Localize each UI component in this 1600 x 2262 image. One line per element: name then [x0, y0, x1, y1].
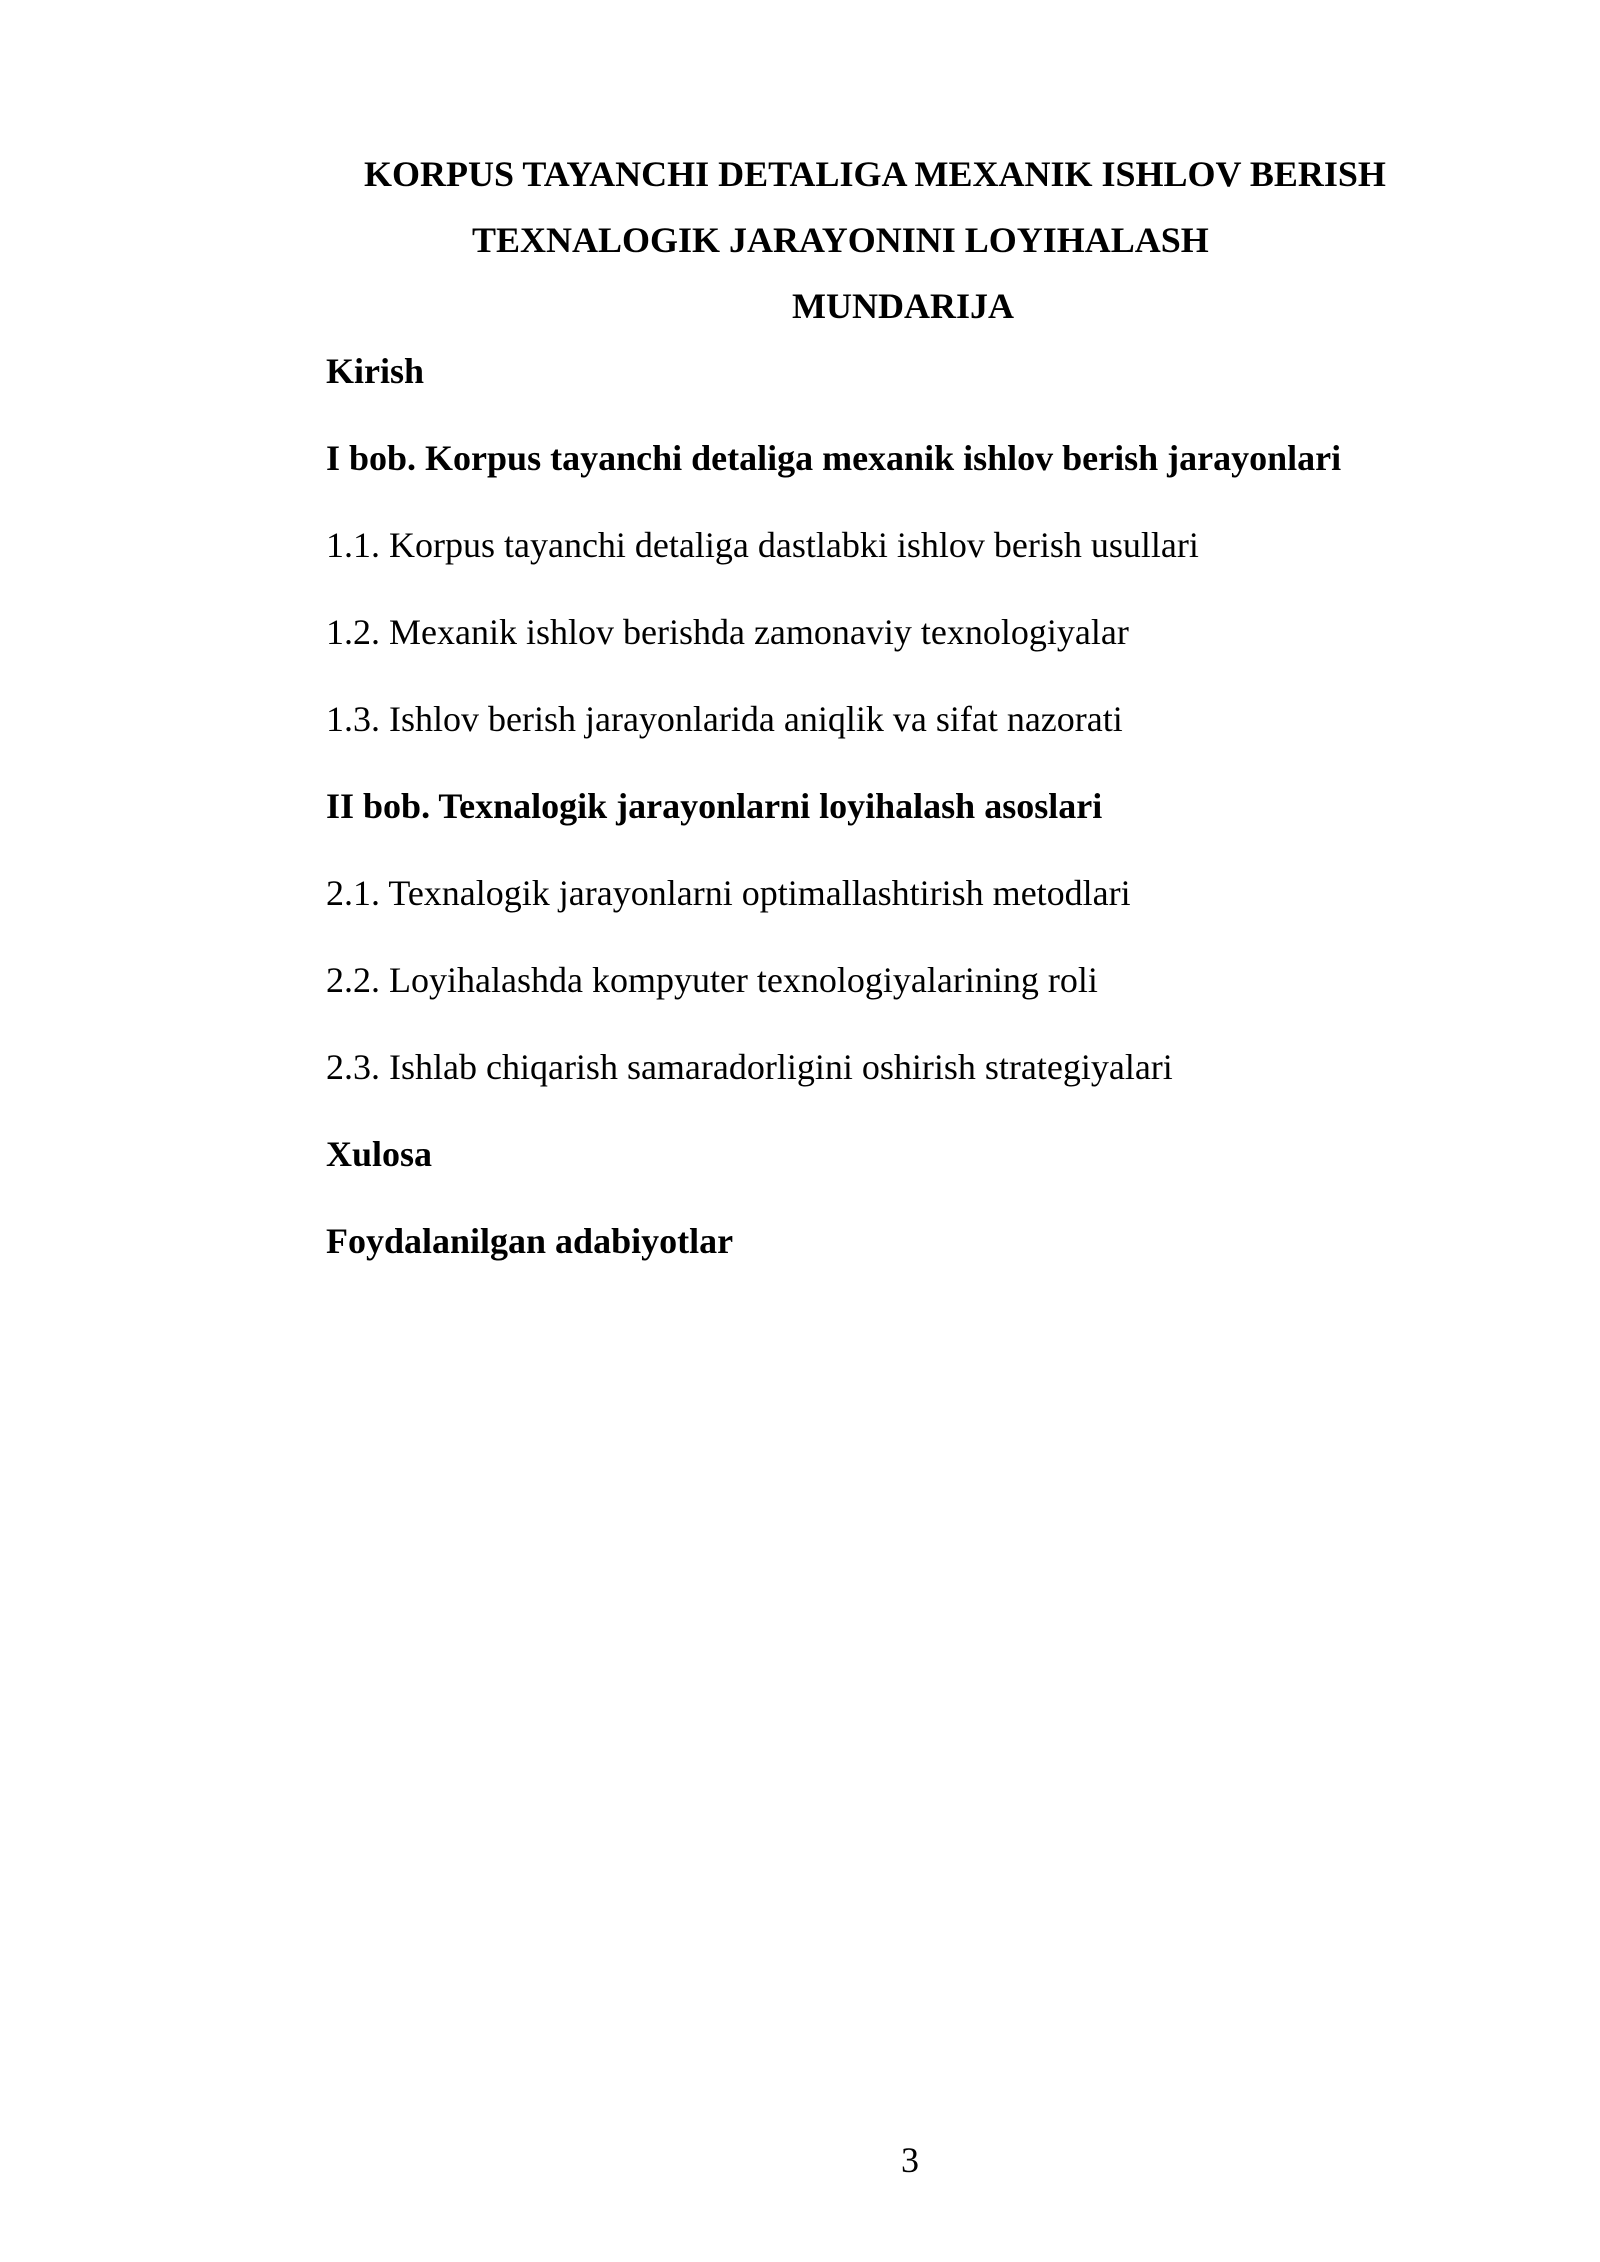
contents-heading: MUNDARIJA: [792, 286, 1014, 326]
toc-entry-section-2-3: 2.3. Ishlab chiqarish samaradorligini oshirish strategiyalari: [326, 1047, 1173, 1087]
toc-entry-references: Foydalanilgan adabiyotlar: [326, 1221, 734, 1261]
toc-entry-conclusion: Xulosa: [326, 1134, 433, 1174]
toc-entry-section-1-2: 1.2. Mexanik ishlov berishda zamonaviy texnologiyalar: [326, 612, 1129, 652]
toc-entry-section-2-2: 2.2. Loyihalashda kompyuter texnologiyalarining roli: [326, 960, 1098, 1000]
toc-entry-section-2-1: 2.1. Texnalogik jarayonlarni optimallashtirish metodlari: [326, 873, 1131, 913]
table-of-contents: [326, 349, 1476, 1306]
toc-entry-section-1-1: 1.1. Korpus tayanchi detaliga dastlabki ishlov berish usullari: [326, 525, 1199, 565]
toc-entry-section-1-3: 1.3. Ishlov berish jarayonlarida aniqlik va sifat nazorati: [326, 699, 1123, 739]
toc-entry-chapter-1: I bob. Korpus tayanchi detaliga mexanik ishlov berish jarayonlari: [326, 438, 1342, 478]
document-title-line-1: KORPUS TAYANCHI DETALIGA MEXANIK ISHLOV BERISH: [364, 154, 1386, 194]
page-number: 3: [901, 2140, 919, 2180]
toc-entry-chapter-2: II bob. Texnalogik jarayonlarni loyihalash asoslari: [326, 786, 1103, 826]
toc-entry-introduction: Kirish: [326, 351, 425, 391]
document-title-line-2: TEXNALOGIK JARAYONINI LOYIHALASH: [472, 220, 1209, 260]
